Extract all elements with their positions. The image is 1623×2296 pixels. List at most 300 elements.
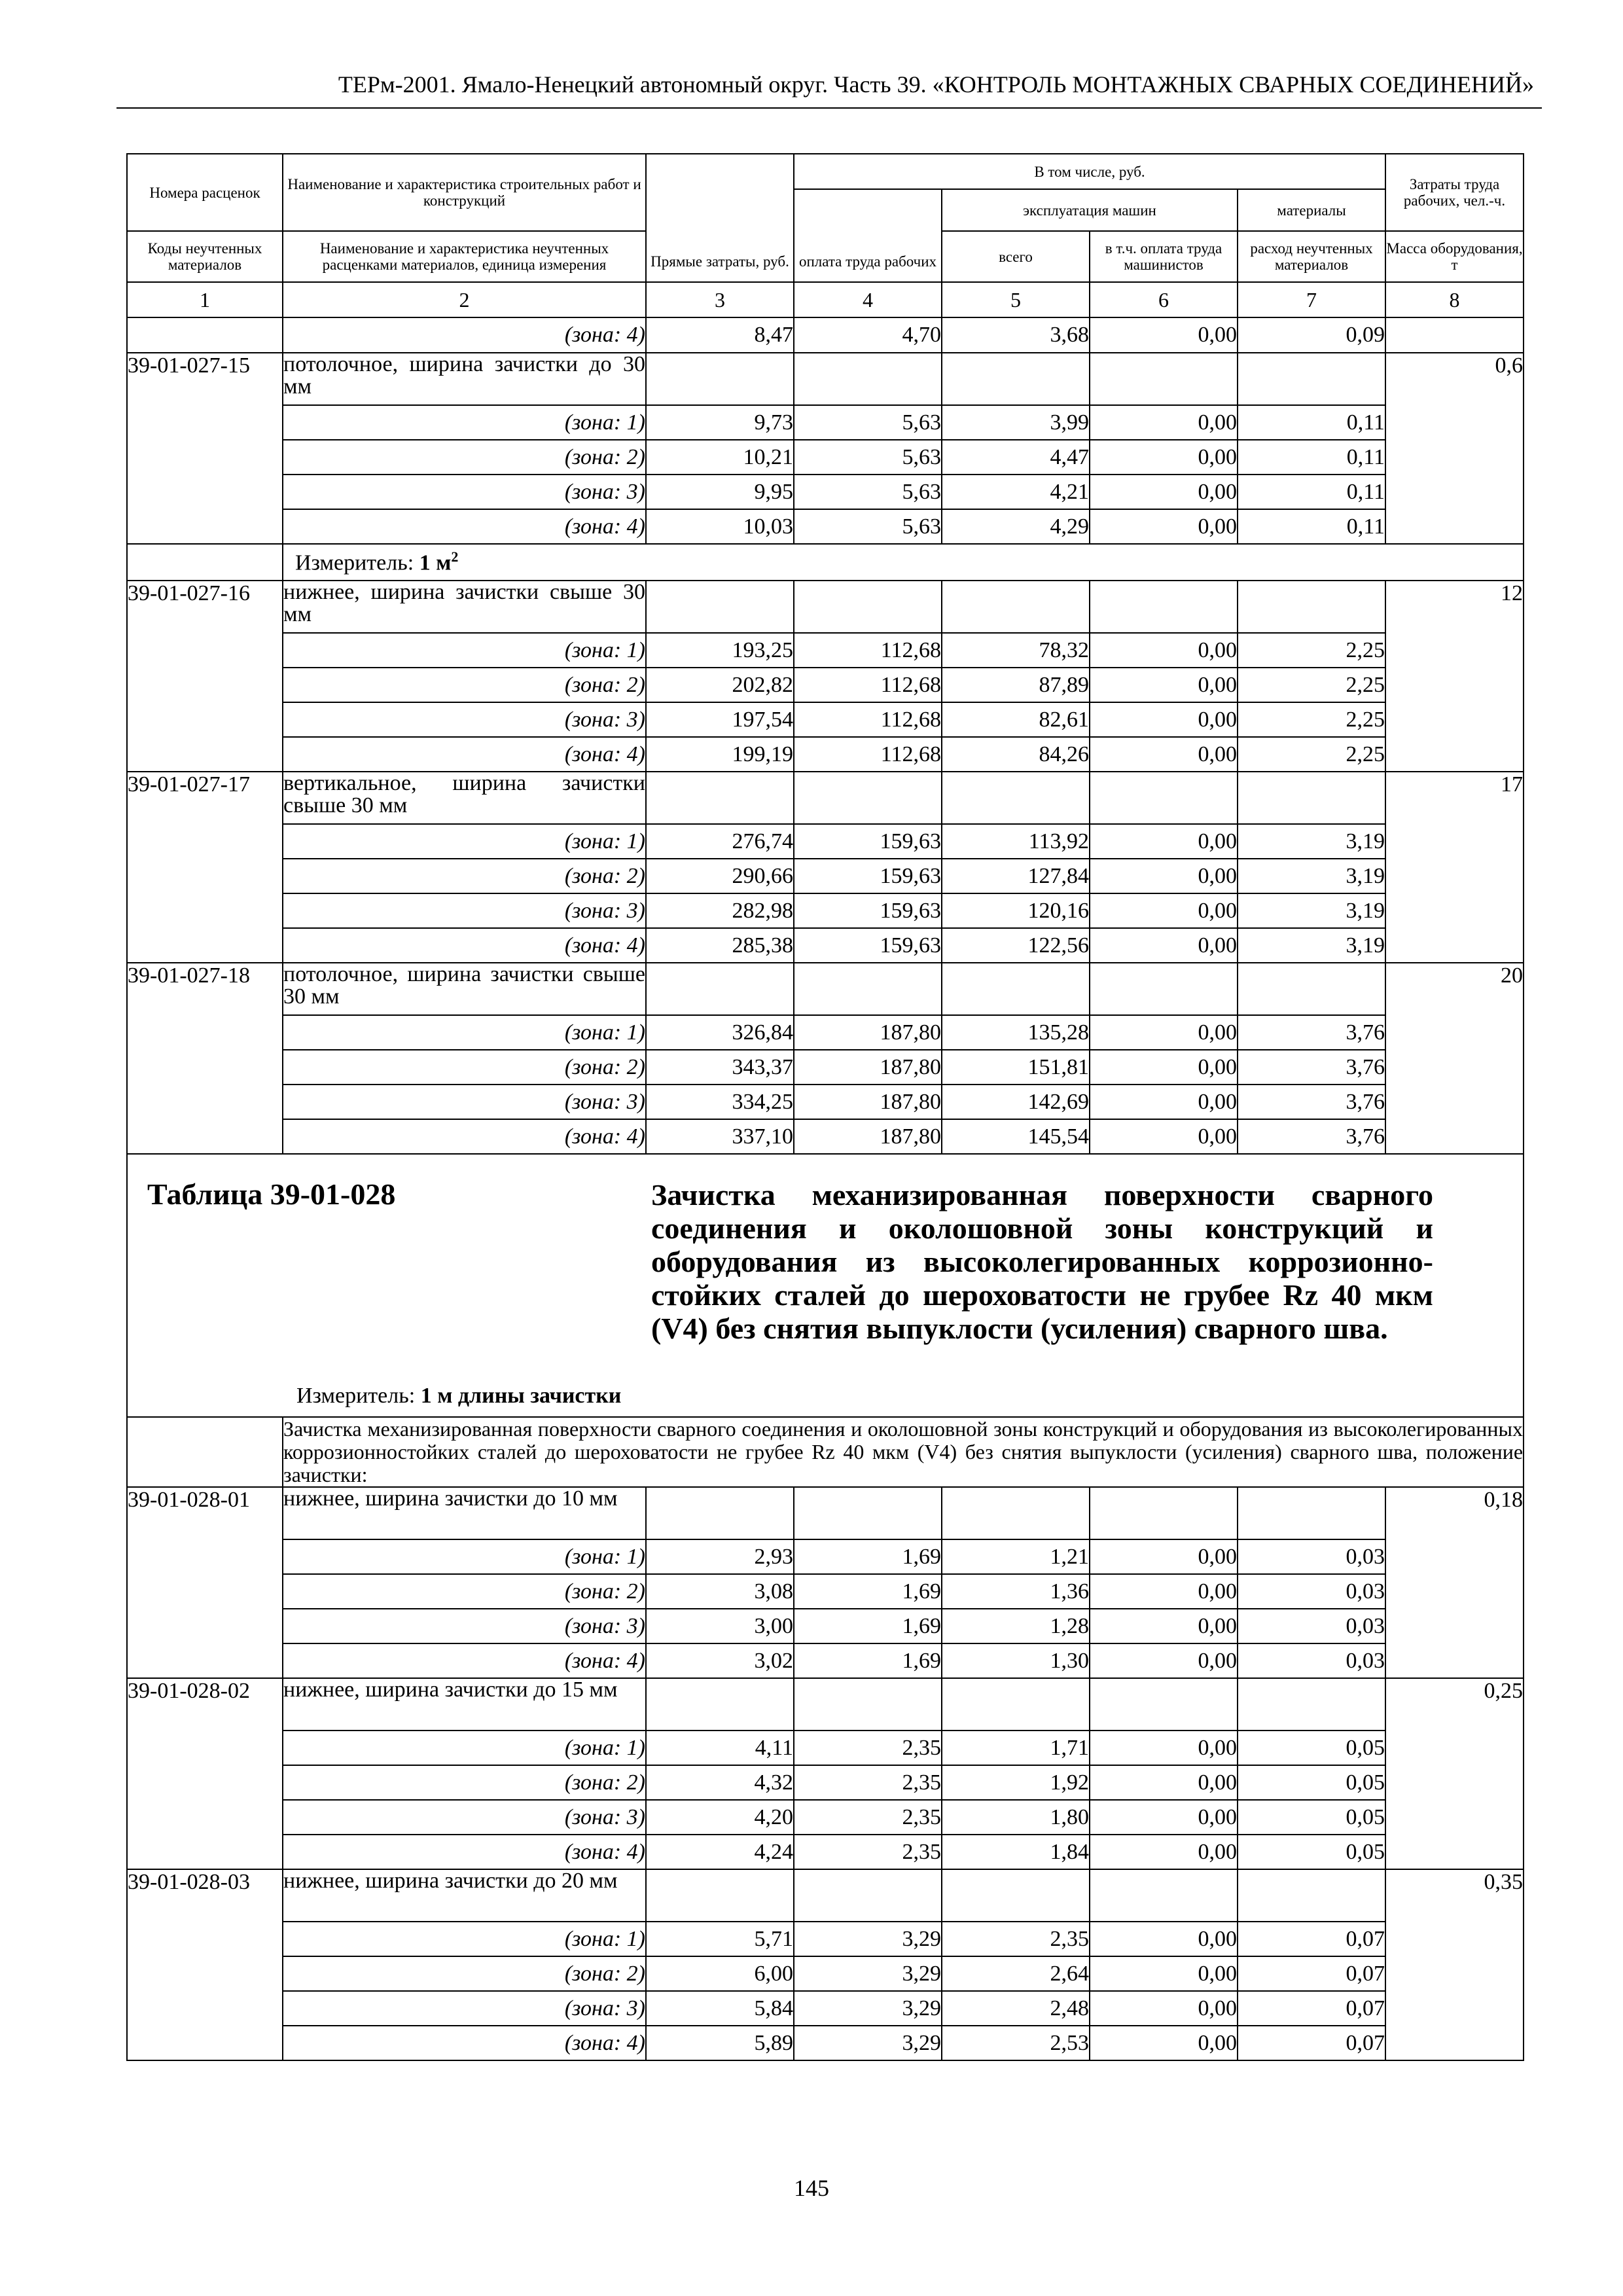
rate-row (127, 353, 1524, 405)
value-cell: 0,00 (1090, 1539, 1238, 1574)
empty-value-cell (1238, 963, 1385, 1015)
value-cell: 0,05 (1238, 1765, 1385, 1800)
value-cell: 84,26 (942, 737, 1090, 772)
zone-label: (зона: 2) (283, 859, 646, 893)
value-cell: 3,19 (1238, 859, 1385, 893)
value-cell: 0,00 (1090, 824, 1238, 859)
header-col3: Прямые затраты, руб. (646, 154, 794, 282)
value-cell: 0,03 (1238, 1609, 1385, 1643)
zone-label: (зона: 4) (283, 1119, 646, 1154)
zone-row (127, 1085, 1524, 1119)
rate-code: 39-01-028-01 (127, 1487, 283, 1678)
empty-value-cell (1238, 1487, 1385, 1539)
value-cell: 2,35 (794, 1800, 942, 1835)
value-cell: 0,00 (1090, 1574, 1238, 1609)
value-cell: 122,56 (942, 928, 1090, 963)
zone-row (127, 1015, 1524, 1050)
labor-cost: 12 (1385, 581, 1524, 772)
empty-value-cell (794, 581, 942, 633)
value-cell: 199,19 (646, 737, 794, 772)
value-cell: 2,93 (646, 1539, 794, 1574)
value-cell: 1,71 (942, 1731, 1090, 1765)
zone-row (127, 1050, 1524, 1085)
empty-value-cell (1090, 353, 1238, 405)
value-cell: 0,00 (1090, 1991, 1238, 2026)
value-cell: 159,63 (794, 893, 942, 928)
zone-label: (зона: 4) (283, 1643, 646, 1678)
zone-row (127, 737, 1524, 772)
value-cell: 187,80 (794, 1015, 942, 1050)
labor-cost: 17 (1385, 772, 1524, 963)
header-row-1 (127, 154, 1524, 189)
value-cell: 0,00 (1090, 668, 1238, 702)
value-cell: 4,47 (942, 440, 1090, 475)
zone-row (127, 1956, 1524, 1991)
value-cell: 1,69 (794, 1643, 942, 1678)
value-cell: 0,07 (1238, 1991, 1385, 2026)
empty-value-cell (1238, 1869, 1385, 1922)
value-cell: 0,05 (1238, 1731, 1385, 1765)
value-cell: 1,28 (942, 1609, 1090, 1643)
measurer-sup: 2 (451, 548, 459, 565)
measurer (283, 544, 1524, 581)
zone-label: (зона: 3) (283, 1609, 646, 1643)
header-numbers-row (127, 282, 1524, 317)
rate-name: потолочное, ширина зачистки свыше 30 мм (283, 963, 646, 1015)
value-cell: 5,63 (794, 440, 942, 475)
empty-value-cell (1238, 1678, 1385, 1731)
value-cell: 0,00 (1090, 1119, 1238, 1154)
value-cell: 1,84 (942, 1835, 1090, 1869)
value-cell: 1,69 (794, 1574, 942, 1609)
empty-value-cell (942, 772, 1090, 824)
empty-value-cell (794, 963, 942, 1015)
empty-value-cell (646, 353, 794, 405)
value-cell: 343,37 (646, 1050, 794, 1085)
empty-value-cell (794, 772, 942, 824)
value-cell: 2,35 (794, 1731, 942, 1765)
zone-label: (зона: 4) (283, 737, 646, 772)
value-cell: 0,07 (1238, 1956, 1385, 1991)
value-cell: 5,89 (646, 2026, 794, 2060)
empty-value-cell (1090, 1487, 1238, 1539)
zone-label: (зона: 3) (283, 1085, 646, 1119)
measurer-value: 1 м длины зачистки (420, 1384, 622, 1408)
value-cell: 0,00 (1090, 475, 1238, 509)
header-col4: оплата труда рабочих (794, 189, 942, 282)
value-cell: 4,32 (646, 1765, 794, 1800)
value-cell: 0,11 (1238, 509, 1385, 544)
empty-value-cell (942, 963, 1090, 1015)
zone-label: (зона: 1) (283, 1015, 646, 1050)
empty-code-cell (127, 317, 283, 353)
zone-label: (зона: 2) (283, 1765, 646, 1800)
value-cell: 337,10 (646, 1119, 794, 1154)
rate-row (127, 581, 1524, 633)
value-cell: 159,63 (794, 859, 942, 893)
rate-code: 39-01-028-03 (127, 1869, 283, 2060)
value-cell: 1,80 (942, 1800, 1090, 1835)
header-col8-bottom: Масса оборудования, т (1385, 231, 1524, 282)
header-number: 7 (1238, 282, 1385, 317)
empty-value-cell (646, 772, 794, 824)
value-cell: 5,63 (794, 405, 942, 440)
value-cell: 2,64 (942, 1956, 1090, 1991)
value-cell: 1,92 (942, 1765, 1090, 1800)
empty-value-cell (646, 581, 794, 633)
empty-value-cell (1238, 772, 1385, 824)
value-cell: 3,08 (646, 1574, 794, 1609)
value-cell: 0,00 (1090, 893, 1238, 928)
value-cell: 112,68 (794, 633, 942, 668)
zone-label: (зона: 1) (283, 824, 646, 859)
value-cell: 2,53 (942, 2026, 1090, 2060)
header-group-materials: материалы (1238, 189, 1385, 231)
value-cell: 193,25 (646, 633, 794, 668)
header-col1-top: Номера расценок (127, 154, 283, 231)
value-cell: 1,69 (794, 1539, 942, 1574)
value-cell: 2,35 (794, 1835, 942, 1869)
empty-value-cell (1090, 772, 1238, 824)
value-cell: 3,76 (1238, 1119, 1385, 1154)
value-cell: 9,95 (646, 475, 794, 509)
empty-value-cell (794, 1869, 942, 1922)
zone-label: (зона: 3) (283, 1991, 646, 2026)
rates-table (126, 153, 1524, 2061)
value-cell: 4,11 (646, 1731, 794, 1765)
empty-value-cell (1090, 963, 1238, 1015)
value-cell: 197,54 (646, 702, 794, 737)
zone-row (127, 1731, 1524, 1765)
value-cell: 0,00 (1090, 1050, 1238, 1085)
rate-name: нижнее, ширина зачистки свыше 30 мм (283, 581, 646, 633)
zone-label: (зона: 2) (283, 668, 646, 702)
value-cell: 0,11 (1238, 405, 1385, 440)
table2-description: Зачистка механизированная поверхности сварного соединения и околошовной зоны конструкций и оборудования из высоколегированных коррозионно-стойких сталей до шероховатости не грубее Rz 40 мкм (V4) без снятия выпуклости (усиления) сварного шва. (651, 1178, 1433, 1345)
zone-label: (зона: 2) (283, 1574, 646, 1609)
labor-cost: 0,18 (1385, 1487, 1524, 1678)
measurer-value: 1 м (419, 550, 452, 575)
empty-value-cell (794, 1487, 942, 1539)
zone-label: (зона: 4) (283, 509, 646, 544)
zone-label: (зона: 2) (283, 1956, 646, 1991)
zone-row (127, 1991, 1524, 2026)
value-cell: 276,74 (646, 824, 794, 859)
zone-row (127, 1609, 1524, 1643)
rate-code: 39-01-027-17 (127, 772, 283, 963)
table2-measurer (285, 1384, 621, 1414)
empty-value-cell (646, 1869, 794, 1922)
empty-value-cell (942, 353, 1090, 405)
value-cell: 4,70 (794, 317, 942, 353)
running-header-text: ТЕРм-2001. Ямало-Ненецкий автономный округ. Часть 39. «КОНТРОЛЬ МОНТАЖНЫХ СВАРНЫХ СОЕДИНЕНИЙ» (338, 71, 1534, 98)
value-cell: 0,07 (1238, 1922, 1385, 1956)
empty-value-cell (646, 1487, 794, 1539)
empty-labor-cell (1385, 317, 1524, 353)
value-cell: 0,00 (1090, 405, 1238, 440)
value-cell: 0,03 (1238, 1539, 1385, 1574)
zone-row (127, 928, 1524, 963)
measurer-label: Измеритель: (295, 550, 414, 575)
value-cell: 151,81 (942, 1050, 1090, 1085)
value-cell: 0,00 (1090, 859, 1238, 893)
value-cell: 2,48 (942, 1991, 1090, 2026)
zone-label: (зона: 3) (283, 475, 646, 509)
empty-value-cell (1238, 581, 1385, 633)
zone-label: (зона: 2) (283, 1050, 646, 1085)
labor-cost: 20 (1385, 963, 1524, 1154)
value-cell: 0,05 (1238, 1835, 1385, 1869)
value-cell: 112,68 (794, 702, 942, 737)
rate-name: вертикальное, ширина зачистки свыше 30 мм (283, 772, 646, 824)
value-cell: 159,63 (794, 824, 942, 859)
empty-value-cell (942, 1487, 1090, 1539)
value-cell: 0,00 (1090, 737, 1238, 772)
value-cell: 0,00 (1090, 1731, 1238, 1765)
zone-row (127, 317, 1524, 353)
value-cell: 3,76 (1238, 1085, 1385, 1119)
value-cell: 127,84 (942, 859, 1090, 893)
zone-label: (зона: 4) (283, 317, 646, 353)
zone-label: (зона: 1) (283, 1731, 646, 1765)
value-cell: 1,69 (794, 1609, 942, 1643)
value-cell: 0,00 (1090, 1609, 1238, 1643)
running-header (116, 71, 1542, 109)
value-cell: 0,00 (1090, 509, 1238, 544)
value-cell: 3,00 (646, 1609, 794, 1643)
value-cell: 334,25 (646, 1085, 794, 1119)
value-cell: 9,73 (646, 405, 794, 440)
zone-label: (зона: 1) (283, 405, 646, 440)
value-cell: 2,25 (1238, 633, 1385, 668)
zone-row (127, 893, 1524, 928)
table2-group-row (127, 1417, 1524, 1487)
value-cell: 1,30 (942, 1643, 1090, 1678)
value-cell: 290,66 (646, 859, 794, 893)
value-cell: 87,89 (942, 668, 1090, 702)
value-cell: 187,80 (794, 1050, 942, 1085)
value-cell: 112,68 (794, 737, 942, 772)
value-cell: 2,25 (1238, 737, 1385, 772)
value-cell: 145,54 (942, 1119, 1090, 1154)
measurer-label: Измеритель: (296, 1384, 416, 1408)
empty-value-cell (794, 1678, 942, 1731)
empty-value-cell (794, 353, 942, 405)
value-cell: 10,21 (646, 440, 794, 475)
value-cell: 135,28 (942, 1015, 1090, 1050)
value-cell: 187,80 (794, 1085, 942, 1119)
empty-value-cell (1090, 1869, 1238, 1922)
zone-label: (зона: 1) (283, 633, 646, 668)
zone-row (127, 1765, 1524, 1800)
value-cell: 2,25 (1238, 668, 1385, 702)
zone-row (127, 405, 1524, 440)
rate-row (127, 963, 1524, 1015)
value-cell: 0,03 (1238, 1643, 1385, 1678)
value-cell: 78,32 (942, 633, 1090, 668)
value-cell: 5,71 (646, 1922, 794, 1956)
value-cell: 4,21 (942, 475, 1090, 509)
value-cell: 0,00 (1090, 633, 1238, 668)
value-cell: 3,02 (646, 1643, 794, 1678)
table2-title-block (127, 1154, 1524, 1417)
value-cell: 3,29 (794, 2026, 942, 2060)
value-cell: 0,09 (1238, 317, 1385, 353)
rate-name: нижнее, ширина зачистки до 10 мм (283, 1487, 646, 1539)
value-cell: 4,29 (942, 509, 1090, 544)
zone-label: (зона: 3) (283, 893, 646, 928)
value-cell: 0,00 (1090, 1800, 1238, 1835)
value-cell: 5,63 (794, 509, 942, 544)
value-cell: 285,38 (646, 928, 794, 963)
empty-value-cell (1090, 581, 1238, 633)
zone-label: (зона: 4) (283, 928, 646, 963)
value-cell: 326,84 (646, 1015, 794, 1050)
value-cell: 0,00 (1090, 1015, 1238, 1050)
zone-row (127, 1800, 1524, 1835)
value-cell: 4,20 (646, 1800, 794, 1835)
header-number: 8 (1385, 282, 1524, 317)
zone-row (127, 1539, 1524, 1574)
zone-row (127, 2026, 1524, 2060)
value-cell: 0,03 (1238, 1574, 1385, 1609)
value-cell: 0,00 (1090, 440, 1238, 475)
zone-row (127, 633, 1524, 668)
value-cell: 3,19 (1238, 893, 1385, 928)
value-cell: 0,00 (1090, 1835, 1238, 1869)
rate-row (127, 1869, 1524, 1922)
value-cell: 5,63 (794, 475, 942, 509)
header-number: 1 (127, 282, 283, 317)
value-cell: 159,63 (794, 928, 942, 963)
value-cell: 282,98 (646, 893, 794, 928)
value-cell: 3,76 (1238, 1050, 1385, 1085)
value-cell: 4,24 (646, 1835, 794, 1869)
header-number: 3 (646, 282, 794, 317)
zone-label: (зона: 4) (283, 1835, 646, 1869)
value-cell: 0,05 (1238, 1800, 1385, 1835)
table2-title-row (127, 1154, 1524, 1417)
value-cell: 0,07 (1238, 2026, 1385, 2060)
value-cell: 2,25 (1238, 702, 1385, 737)
header-group-machines: эксплуатация машин (942, 189, 1238, 231)
zone-row (127, 824, 1524, 859)
value-cell: 3,99 (942, 405, 1090, 440)
zone-label: (зона: 2) (283, 440, 646, 475)
value-cell: 3,29 (794, 1956, 942, 1991)
zone-row (127, 1119, 1524, 1154)
rate-row (127, 1678, 1524, 1731)
header-number: 6 (1090, 282, 1238, 317)
rate-code: 39-01-027-18 (127, 963, 283, 1154)
page-number: 145 (794, 2175, 829, 2201)
value-cell: 0,00 (1090, 1643, 1238, 1678)
labor-cost: 0,35 (1385, 1869, 1524, 2060)
zone-label: (зона: 3) (283, 702, 646, 737)
zone-label: (зона: 1) (283, 1922, 646, 1956)
table2-title: Таблица 39-01-028 (147, 1177, 396, 1211)
zone-row (127, 475, 1524, 509)
value-cell: 82,61 (942, 702, 1090, 737)
table2-group-text: Зачистка механизированная поверхности сварного соединения и околошовной зоны конструкций и оборудования из высоколегированных коррозионностойких сталей до шероховатости не грубее Rz 40 мкм (V4) без снятия выпуклости (усиления) сварного шва, положение зачистки: (283, 1417, 1524, 1486)
value-cell: 113,92 (942, 824, 1090, 859)
empty-value-cell (646, 1678, 794, 1731)
value-cell: 0,00 (1090, 2026, 1238, 2060)
header-col1-bottom: Коды неучтенных материалов (127, 231, 283, 282)
value-cell: 3,19 (1238, 824, 1385, 859)
empty-value-cell (942, 1869, 1090, 1922)
zone-row (127, 668, 1524, 702)
value-cell: 0,00 (1090, 1956, 1238, 1991)
header-col2-bottom: Наименование и характеристика неучтенных расценками материалов, единица измерения (283, 231, 646, 282)
value-cell: 0,00 (1090, 702, 1238, 737)
rate-name: потолочное, ширина зачистки до 30 мм (283, 353, 646, 405)
zone-row (127, 440, 1524, 475)
value-cell: 0,00 (1090, 317, 1238, 353)
zone-label: (зона: 1) (283, 1539, 646, 1574)
value-cell: 10,03 (646, 509, 794, 544)
empty-value-cell (1090, 1678, 1238, 1731)
zone-row (127, 509, 1524, 544)
value-cell: 0,00 (1090, 928, 1238, 963)
zone-row (127, 1835, 1524, 1869)
rate-name: нижнее, ширина зачистки до 15 мм (283, 1678, 646, 1731)
zone-row (127, 702, 1524, 737)
value-cell: 142,69 (942, 1085, 1090, 1119)
rate-code: 39-01-027-15 (127, 353, 283, 544)
rate-code: 39-01-027-16 (127, 581, 283, 772)
rate-name: нижнее, ширина зачистки до 20 мм (283, 1869, 646, 1922)
header-number: 2 (283, 282, 646, 317)
value-cell: 0,00 (1090, 1922, 1238, 1956)
value-cell: 3,76 (1238, 1015, 1385, 1050)
header-col7: расход неучтенных материалов (1238, 231, 1385, 282)
value-cell: 8,47 (646, 317, 794, 353)
value-cell: 0,11 (1238, 440, 1385, 475)
empty-value-cell (646, 963, 794, 1015)
empty-code-cell (127, 544, 283, 581)
empty-value-cell (1238, 353, 1385, 405)
rate-code: 39-01-028-02 (127, 1678, 283, 1869)
value-cell: 0,00 (1090, 1765, 1238, 1800)
value-cell: 112,68 (794, 668, 942, 702)
header-number: 4 (794, 282, 942, 317)
header-col5: всего (942, 231, 1090, 282)
value-cell: 1,36 (942, 1574, 1090, 1609)
value-cell: 120,16 (942, 893, 1090, 928)
value-cell: 3,19 (1238, 928, 1385, 963)
value-cell: 187,80 (794, 1119, 942, 1154)
zone-label: (зона: 4) (283, 2026, 646, 2060)
value-cell: 2,35 (794, 1765, 942, 1800)
zone-row (127, 859, 1524, 893)
value-cell: 5,84 (646, 1991, 794, 2026)
value-cell: 3,29 (794, 1991, 942, 2026)
zone-label: (зона: 3) (283, 1800, 646, 1835)
zone-row (127, 1922, 1524, 1956)
header-col6: в т.ч. оплата труда машинистов (1090, 231, 1238, 282)
rate-row (127, 1487, 1524, 1539)
header-col8-top: Затраты труда рабочих, чел.-ч. (1385, 154, 1524, 231)
zone-row (127, 1574, 1524, 1609)
value-cell: 2,35 (942, 1922, 1090, 1956)
header-group-incl: В том числе, руб. (794, 154, 1385, 189)
header-col2-top: Наименование и характеристика строительных работ и конструкций (283, 154, 646, 231)
value-cell: 3,29 (794, 1922, 942, 1956)
value-cell: 202,82 (646, 668, 794, 702)
value-cell: 3,68 (942, 317, 1090, 353)
labor-cost: 0,6 (1385, 353, 1524, 544)
